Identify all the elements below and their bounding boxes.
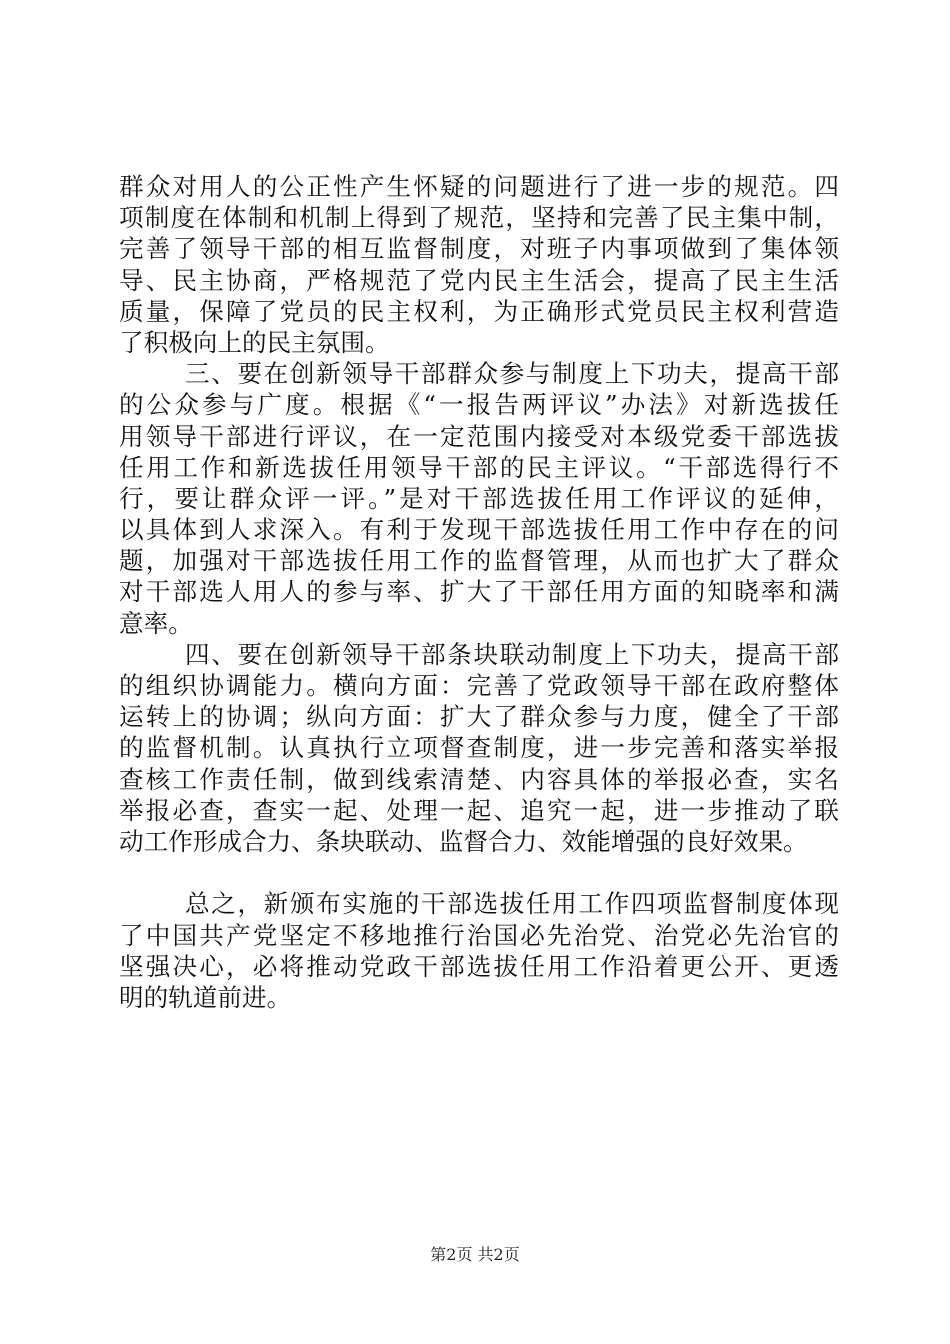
- text-line: 查核工作责任制，做到线索清楚、内容具体的举报必查，实名: [119, 764, 839, 794]
- text-line: 用领导干部进行评议，在一定范围内接受对本级党委干部选拔: [119, 421, 839, 451]
- text-line: 的公众参与广度。根据《“一报告两评议”办法》对新选拔任: [119, 390, 839, 420]
- text-line: 题，加强对干部选拔任用工作的监督管理，从而也扩大了群众: [119, 546, 839, 576]
- paragraph-spacer: [119, 857, 839, 888]
- page-number-footer: 第2页 共2页: [430, 1245, 520, 1264]
- text-line: 了积极向上的民主氛围。: [119, 327, 390, 357]
- text-line: 任用工作和新选拔任用领导干部的民主评议。“干部选得行不: [119, 452, 839, 482]
- text-line: 动工作形成合力、条块联动、监督合力、效能增强的良好效果。: [119, 826, 808, 856]
- text-line: 明的轨道前进。: [119, 982, 292, 1012]
- text-line: 了中国共产党坚定不移地推行治国必先治党、治党必先治官的: [119, 920, 839, 950]
- text-line: 质量，保障了党员的民主权利，为正确形式党员民主权利营造: [119, 296, 839, 326]
- text-line: 坚强决心，必将推动党政干部选拔任用工作沿着更公开、更透: [119, 951, 839, 981]
- paragraph-2: [119, 358, 839, 639]
- text-line: 项制度在体制和机制上得到了规范，坚持和完善了民主集中制，: [119, 203, 839, 233]
- text-line: 导、民主协商，严格规范了党内民主生活会，提高了民主生活: [119, 265, 839, 295]
- paragraph-1: [119, 171, 839, 358]
- text-line: 的组织协调能力。横向方面：完善了党政领导干部在政府整体: [119, 671, 839, 700]
- text-line: 总之，新颁布实施的干部选拔任用工作四项监督制度体现: [185, 889, 839, 919]
- text-line: 运转上的协调；纵向方面：扩大了群众参与力度，健全了干部: [119, 702, 839, 732]
- paragraph-4: [119, 888, 839, 1013]
- text-line: 群众对用人的公正性产生怀疑的问题进行了进一步的规范。四: [119, 172, 839, 201]
- text-line: 三、要在创新领导干部群众参与制度上下功夫，提高干部: [185, 359, 839, 389]
- text-line: 四、要在创新领导干部条块联动制度上下功夫，提高干部: [185, 639, 839, 669]
- paragraph-3: [119, 639, 839, 857]
- text-line: 对干部选人用人的参与率、扩大了干部任用方面的知晓率和满: [119, 577, 839, 607]
- text-line: 以具体到人求深入。有利于发现干部选拔任用工作中存在的问: [119, 515, 839, 545]
- text-line: 的监督机制。认真执行立项督查制度，进一步完善和落实举报: [119, 733, 839, 763]
- document-body: [119, 171, 839, 1013]
- text-line: 行，要让群众评一评。”是对干部选拔任用工作评议的延伸，: [119, 483, 839, 513]
- text-line: 举报必查，查实一起、处理一起、追究一起，进一步推动了联: [119, 795, 839, 825]
- text-line: 意率。: [119, 608, 193, 638]
- text-line: 完善了领导干部的相互监督制度，对班子内事项做到了集体领: [119, 234, 839, 264]
